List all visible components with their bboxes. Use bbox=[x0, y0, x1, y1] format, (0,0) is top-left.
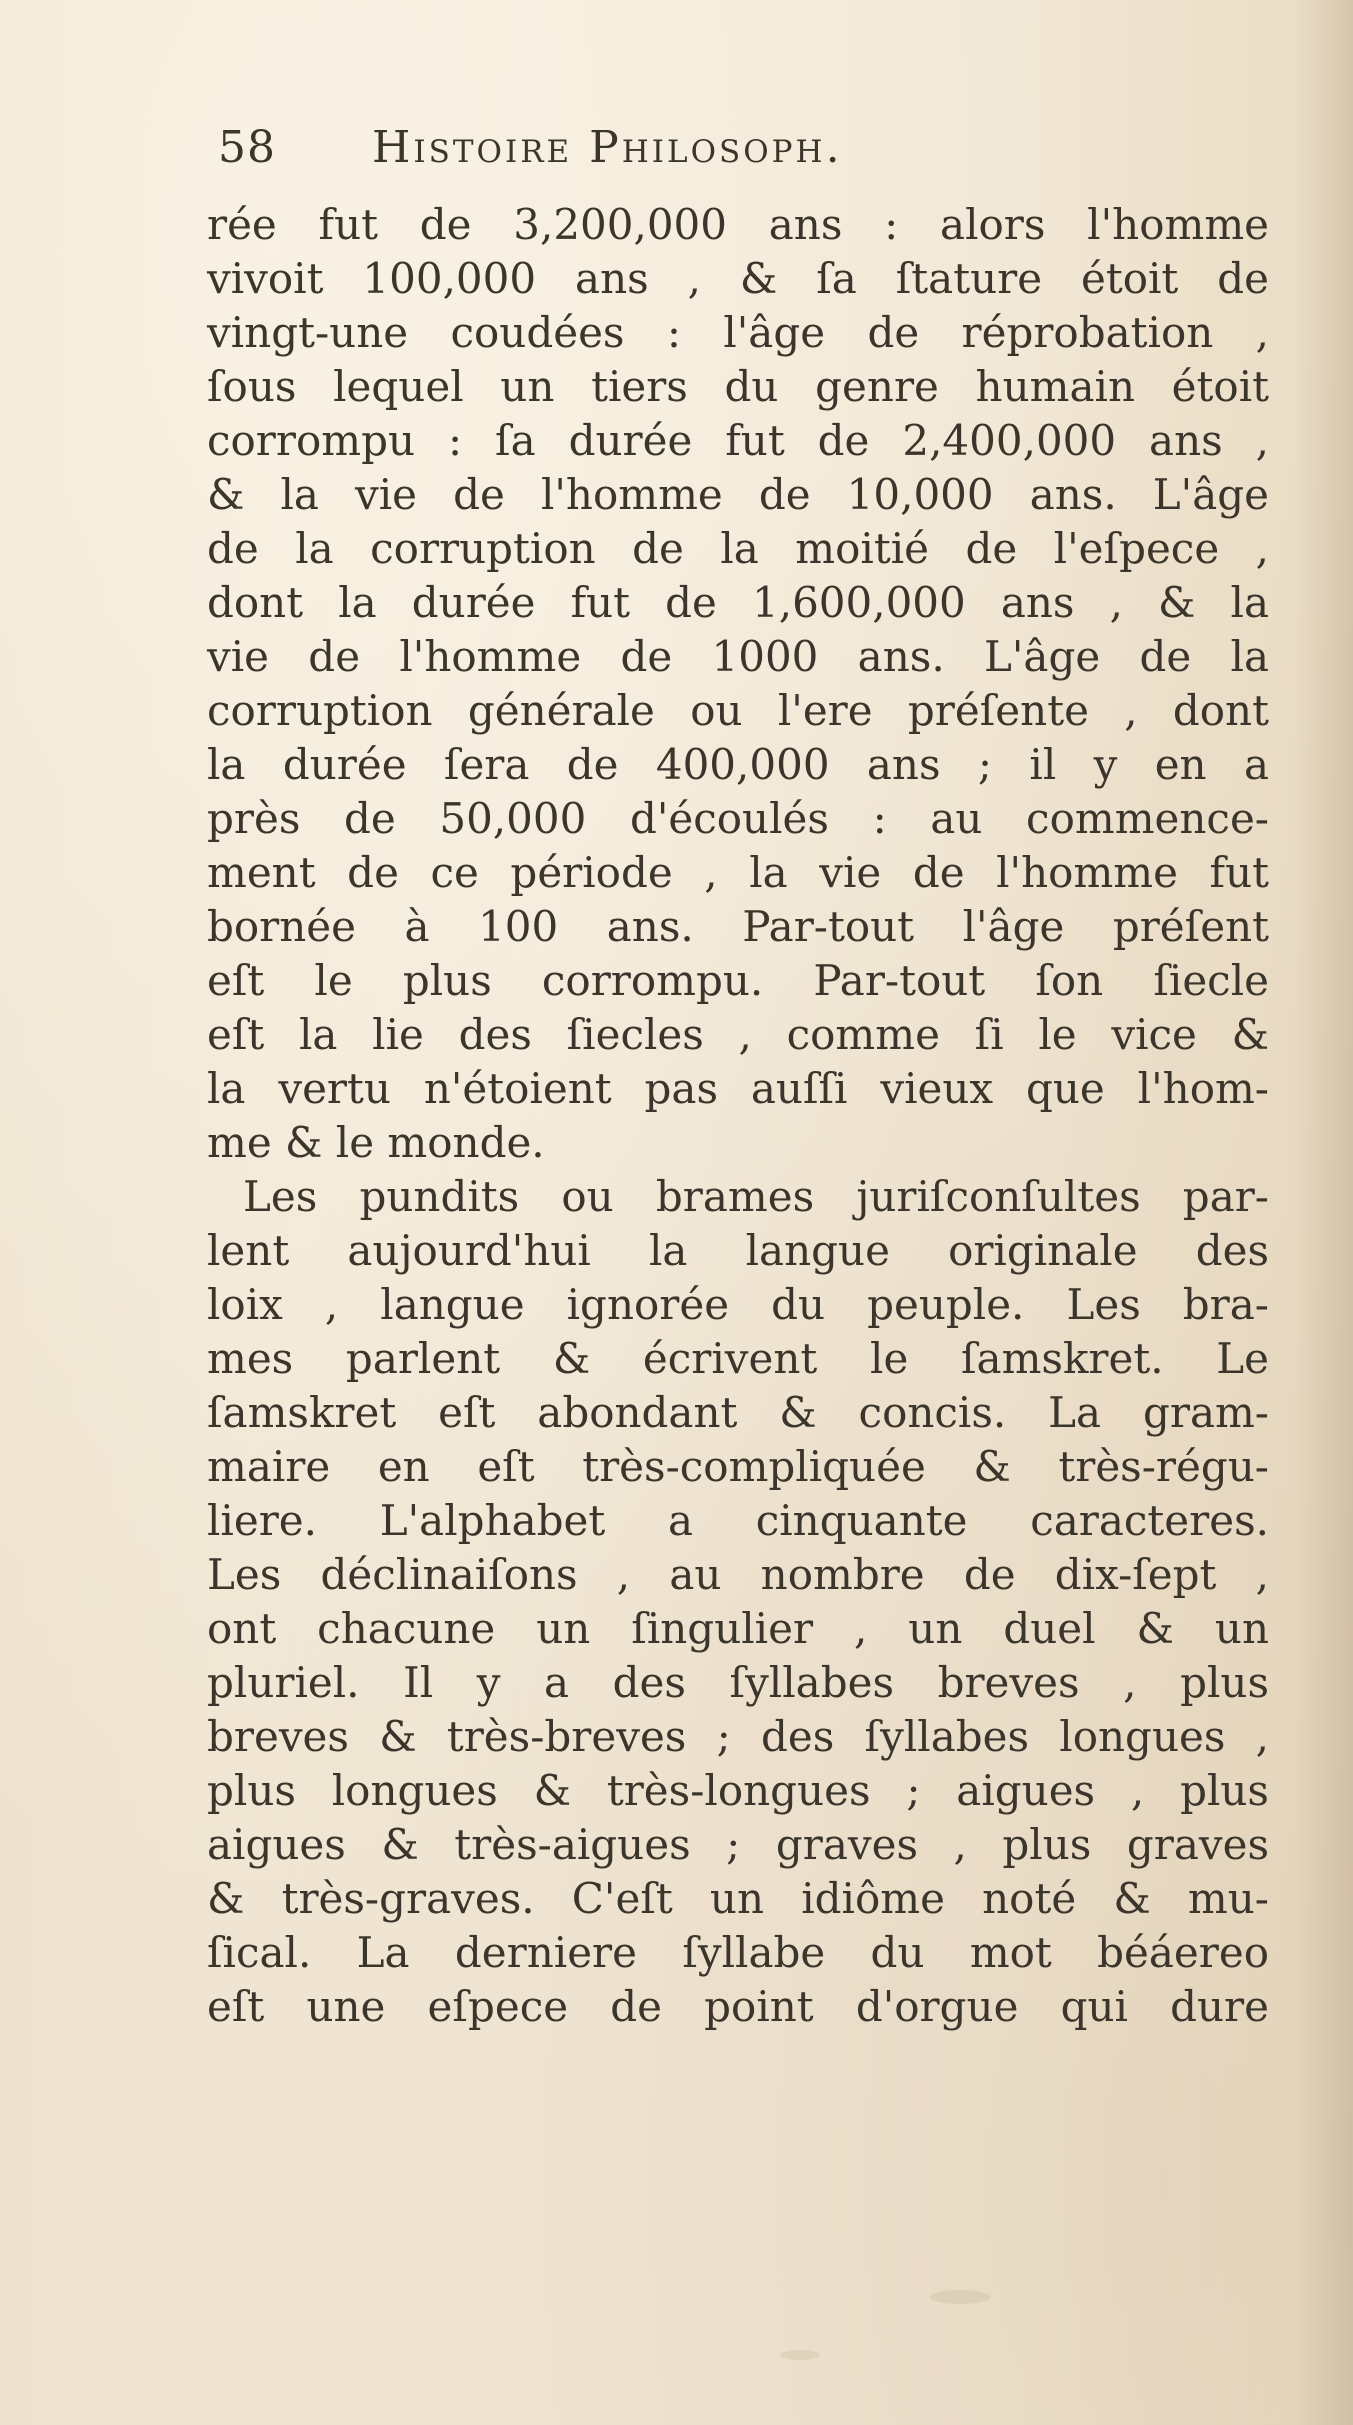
text-line: ont chacune un ſingulier , un duel & un bbox=[207, 1604, 1269, 1653]
text-line: rée fut de 3,200,000 ans : alors l'homme bbox=[207, 200, 1269, 249]
text-line: vingt-une coudées : l'âge de réprobation , bbox=[207, 308, 1269, 357]
text-line: eſt la lie des ſiecles , comme ſi le vice & bbox=[207, 1010, 1269, 1059]
text-line: Les déclinaiſons , au nombre de dix-ſept , bbox=[207, 1550, 1269, 1599]
body-text bbox=[207, 198, 1269, 2034]
page-edge-shadow bbox=[1293, 0, 1353, 2425]
text-line: ſamskret eſt abondant & concis. La gram- bbox=[207, 1388, 1269, 1437]
text-line: liere. L'alphabet a cinquante caracteres. bbox=[207, 1496, 1269, 1545]
text-line: mes parlent & écrivent le ſamskret. Le bbox=[207, 1334, 1269, 1383]
text-line: vie de l'homme de 1000 ans. L'âge de la bbox=[207, 632, 1269, 681]
text-line: eſt le plus corrompu. Par-tout ſon ſiecle bbox=[207, 956, 1269, 1005]
text-line: corruption générale ou l'ere préſente , dont bbox=[207, 686, 1269, 735]
text-line: près de 50,000 d'écoulés : au commence- bbox=[207, 794, 1269, 843]
text-line: lent aujourd'hui la langue originale des bbox=[207, 1226, 1269, 1275]
text-line: la vertu n'étoient pas auſſi vieux que l'hom- bbox=[207, 1064, 1269, 1113]
text-line: & la vie de l'homme de 10,000 ans. L'âge bbox=[207, 470, 1269, 519]
text-line: ſical. La derniere ſyllabe du mot béáereo bbox=[207, 1928, 1269, 1977]
text-line: eſt une eſpece de point d'orgue qui dure bbox=[207, 1982, 1269, 2031]
text-line: & très-graves. C'eſt un idiôme noté & mu- bbox=[207, 1874, 1269, 1923]
text-line: pluriel. Il y a des ſyllabes breves , plus bbox=[207, 1658, 1269, 1707]
text-line: plus longues & très-longues ; aigues , plus bbox=[207, 1766, 1269, 1815]
paper-stain bbox=[780, 2350, 820, 2360]
text-line: corrompu : ſa durée fut de 2,400,000 ans , bbox=[207, 416, 1269, 465]
text-line: me & le monde. bbox=[207, 1118, 545, 1167]
text-line: ment de ce période , la vie de l'homme fut bbox=[207, 848, 1269, 897]
running-title: Histoire Philosoph. bbox=[372, 122, 843, 173]
paper-stain bbox=[930, 2290, 990, 2304]
running-head bbox=[218, 118, 843, 178]
text-line: aigues & très-aigues ; graves , plus graves bbox=[207, 1820, 1269, 1869]
text-line: bornée à 100 ans. Par-tout l'âge préſent bbox=[207, 902, 1269, 951]
text-line: de la corruption de la moitié de l'eſpece , bbox=[207, 524, 1269, 573]
text-line: ſous lequel un tiers du genre humain étoit bbox=[207, 362, 1269, 411]
text-line: vivoit 100,000 ans , & ſa ſtature étoit de bbox=[207, 254, 1269, 303]
text-line: maire en eſt très-compliquée & très-régu- bbox=[207, 1442, 1269, 1491]
text-line: breves & très-breves ; des ſyllabes longues , bbox=[207, 1712, 1269, 1761]
text-line: loix , langue ignorée du peuple. Les bra- bbox=[207, 1280, 1269, 1329]
page-number: 58 bbox=[218, 122, 276, 173]
text-line: dont la durée fut de 1,600,000 ans , & la bbox=[207, 578, 1269, 627]
text-line: la durée ſera de 400,000 ans ; il y en a bbox=[207, 740, 1269, 789]
paragraph-start-line: Les pundits ou brames juriſconſultes par- bbox=[243, 1172, 1269, 1221]
